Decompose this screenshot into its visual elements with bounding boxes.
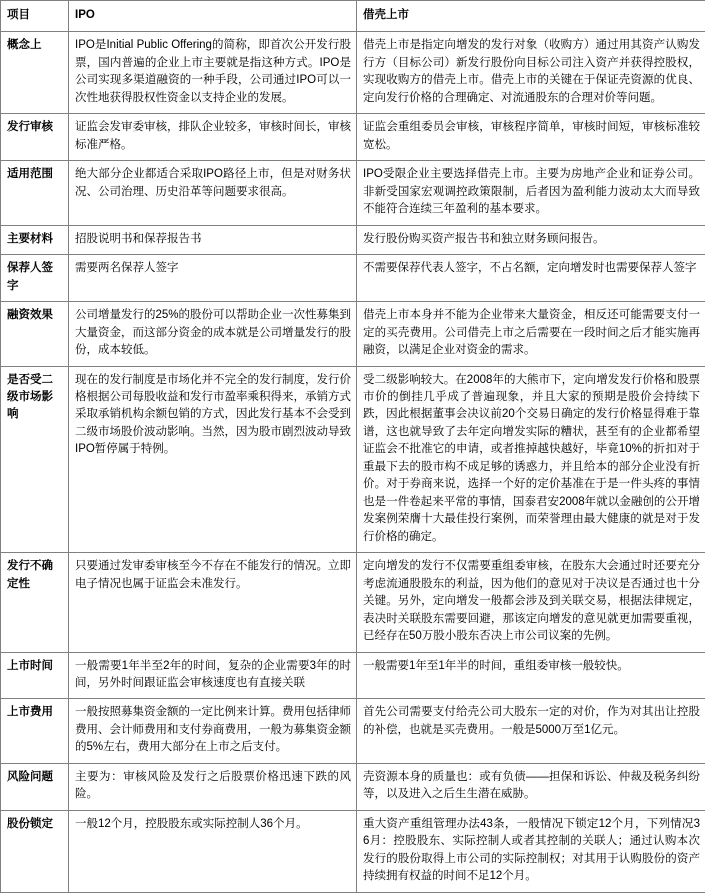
row-label: 融资效果 [1, 302, 69, 366]
row-backdoor-text: 首先公司需要支付给壳公司大股东一定的对价，作为对其出让控股的补偿，也就是买壳费用。一般是5000万至1亿元。 [357, 699, 705, 763]
row-ipo-text: 主要为：审核风险及发行之后股票价格迅速下跌的风险。 [69, 763, 357, 810]
row-ipo-text: 需要两名保荐人签字 [69, 255, 357, 302]
row-label: 风险问题 [1, 763, 69, 810]
table-body [1, 32, 705, 892]
row-label: 上市时间 [1, 652, 69, 699]
row-label: 股份锁定 [1, 810, 69, 892]
row-backdoor-text: 重大资产重组管理办法43条，一般情况下锁定12个月，下列情况36月：控股股东、实际控制人或者其控制的关联人；通过认购本次发行的股份取得上市公司的实际控制权；对其用于认购股份的资产持续拥有权益的时间不足12个月。 [357, 810, 705, 892]
row-backdoor-text: 不需要保荐代表人签字，不占名额，定向增发时也需要保荐人签字 [357, 255, 705, 302]
table-row [1, 699, 705, 763]
table-row [1, 652, 705, 699]
table-row [1, 225, 705, 254]
row-backdoor-text: 证监会重组委员会审核，审核程序简单，审核时间短，审核标准较宽松。 [357, 114, 705, 161]
table-row [1, 553, 705, 652]
row-ipo-text: 公司增量发行的25%的股份可以帮助企业一次性募集到大量资金，而这部分资金的成本就是公司增量发行的股份，成本较低。 [69, 302, 357, 366]
table-row [1, 763, 705, 810]
row-ipo-text: IPO是Initial Public Offering的简称，即首次公开发行股票，国内普遍的企业上市主要就是指这种方式。IPO是公司实现多渠道融资的一种手段，公司通过IPO可以一次性地获得股权性资金以支持企业的发展。 [69, 32, 357, 114]
row-backdoor-text: 借壳上市是指定向增发的发行对象（收购方）通过用其资产认购发行方（目标公司）新发行股份向目标公司注入资产并获得控股权，实现收购方的借壳上市。借壳上市的关键在于保证壳资源的优良、定向发行价格的合理确定、对流通股东的合理对价等问题。 [357, 32, 705, 114]
table-row [1, 810, 705, 892]
table-header-row [1, 1, 705, 32]
column-header-item: 项目 [1, 1, 69, 32]
row-ipo-text: 现在的发行制度是市场化并不完全的发行制度，发行价格根据公司每股收益和发行市盈率乘积得来，承销方式采取承销机构余额包销的方式，因此发行基本不会受到二级市场股价波动影响。当然，因为股市剧烈波动导致IPO暂停属于特例。 [69, 366, 357, 553]
row-backdoor-text: 发行股份购买资产报告书和独立财务顾问报告。 [357, 225, 705, 254]
row-label: 保荐人签字 [1, 255, 69, 302]
row-ipo-text: 一般需要1年半至2年的时间，复杂的企业需要3年的时间，另外时间跟证监会审核速度也有直接关联 [69, 652, 357, 699]
row-label: 上市费用 [1, 699, 69, 763]
row-label: 发行不确定性 [1, 553, 69, 652]
table-header [1, 1, 705, 32]
row-backdoor-text: 一般需要1年至1年半的时间，重组委审核一般较快。 [357, 652, 705, 699]
row-label: 适用范围 [1, 161, 69, 225]
column-header-backdoor: 借壳上市 [357, 1, 705, 32]
table-row [1, 114, 705, 161]
row-ipo-text: 招股说明书和保荐报告书 [69, 225, 357, 254]
row-ipo-text: 证监会发审委审核，排队企业较多，审核时间长，审核标准严格。 [69, 114, 357, 161]
table-row [1, 32, 705, 114]
row-ipo-text: 绝大部分企业都适合采取IPO路径上市，但是对财务状况、公司治理、历史沿革等问题要求很高。 [69, 161, 357, 225]
row-label: 概念上 [1, 32, 69, 114]
row-ipo-text: 只要通过发审委审核至今不存在不能发行的情况。立即电子情况也属于证监会未准发行。 [69, 553, 357, 652]
row-backdoor-text: IPO受限企业主要选择借壳上市。主要为房地产企业和证券公司。非新受国家宏观调控政策限制，后者因为盈利能力波动太大而导致不能符合连续三年盈利的基本要求。 [357, 161, 705, 225]
row-ipo-text: 一般按照募集资金额的一定比例来计算。费用包括律师费用、会计师费用和支付券商费用，一般为募集资金额的5%左右，费用大部分在上市之后支付。 [69, 699, 357, 763]
row-label: 发行审核 [1, 114, 69, 161]
column-header-ipo: IPO [69, 1, 357, 32]
row-ipo-text: 一般12个月，控股股东或实际控制人36个月。 [69, 810, 357, 892]
table-row [1, 255, 705, 302]
row-backdoor-text: 借壳上市本身并不能为企业带来大量资金，相反还可能需要支付一定的买壳费用。公司借壳上市之后需要在一段时间之后才能实施再融资，以满足企业对资金的需求。 [357, 302, 705, 366]
row-label: 是否受二级市场影响 [1, 366, 69, 553]
table-row [1, 302, 705, 366]
row-backdoor-text: 定向增发的发行不仅需要重组委审核，在股东大会通过时还要充分考虑流通股股东的利益，因为他们的意见对于决议是否通过也十分关键。另外，定向增发一般都会涉及到关联交易，根据法律规定，表决时关联股东需要回避，那该定向增发的意见就更加需要重视，已经存在50万股小股东否决上市公司议案的先例。 [357, 553, 705, 652]
row-backdoor-text: 受二级影响较大。在2008年的大熊市下，定向增发发行价格和股票市价的倒挂几乎成了普遍现象，并且大家的预期是股价会持续下跌，因此根据董事会决议前20个交易日确定的发行价格显得难于靠谱，这也就导致了去年定向增发实际的糟状，甚至有的企业都希望证监会不批准它的申请，或者推掉越快越好，毕竟10%的折扣对于重最下去的股市构不成足够的诱惑力，并且给本的部分企业没有折价。对于券商来说，选择一个好的定价基准在于是一件头疼的事情也是一件卷起来平常的事情，国泰君安2008年就以金融创的公开增发案例荣膺十大最佳投行案例，而荣誉理由最大健康的就是对于发行价格的确定。 [357, 366, 705, 553]
table-row [1, 366, 705, 553]
row-backdoor-text: 壳资源本身的质量也：或有负债——担保和诉讼、仲裁及税务纠纷等，以及进入之后生生潜在威胁。 [357, 763, 705, 810]
row-label: 主要材料 [1, 225, 69, 254]
table-row [1, 161, 705, 225]
